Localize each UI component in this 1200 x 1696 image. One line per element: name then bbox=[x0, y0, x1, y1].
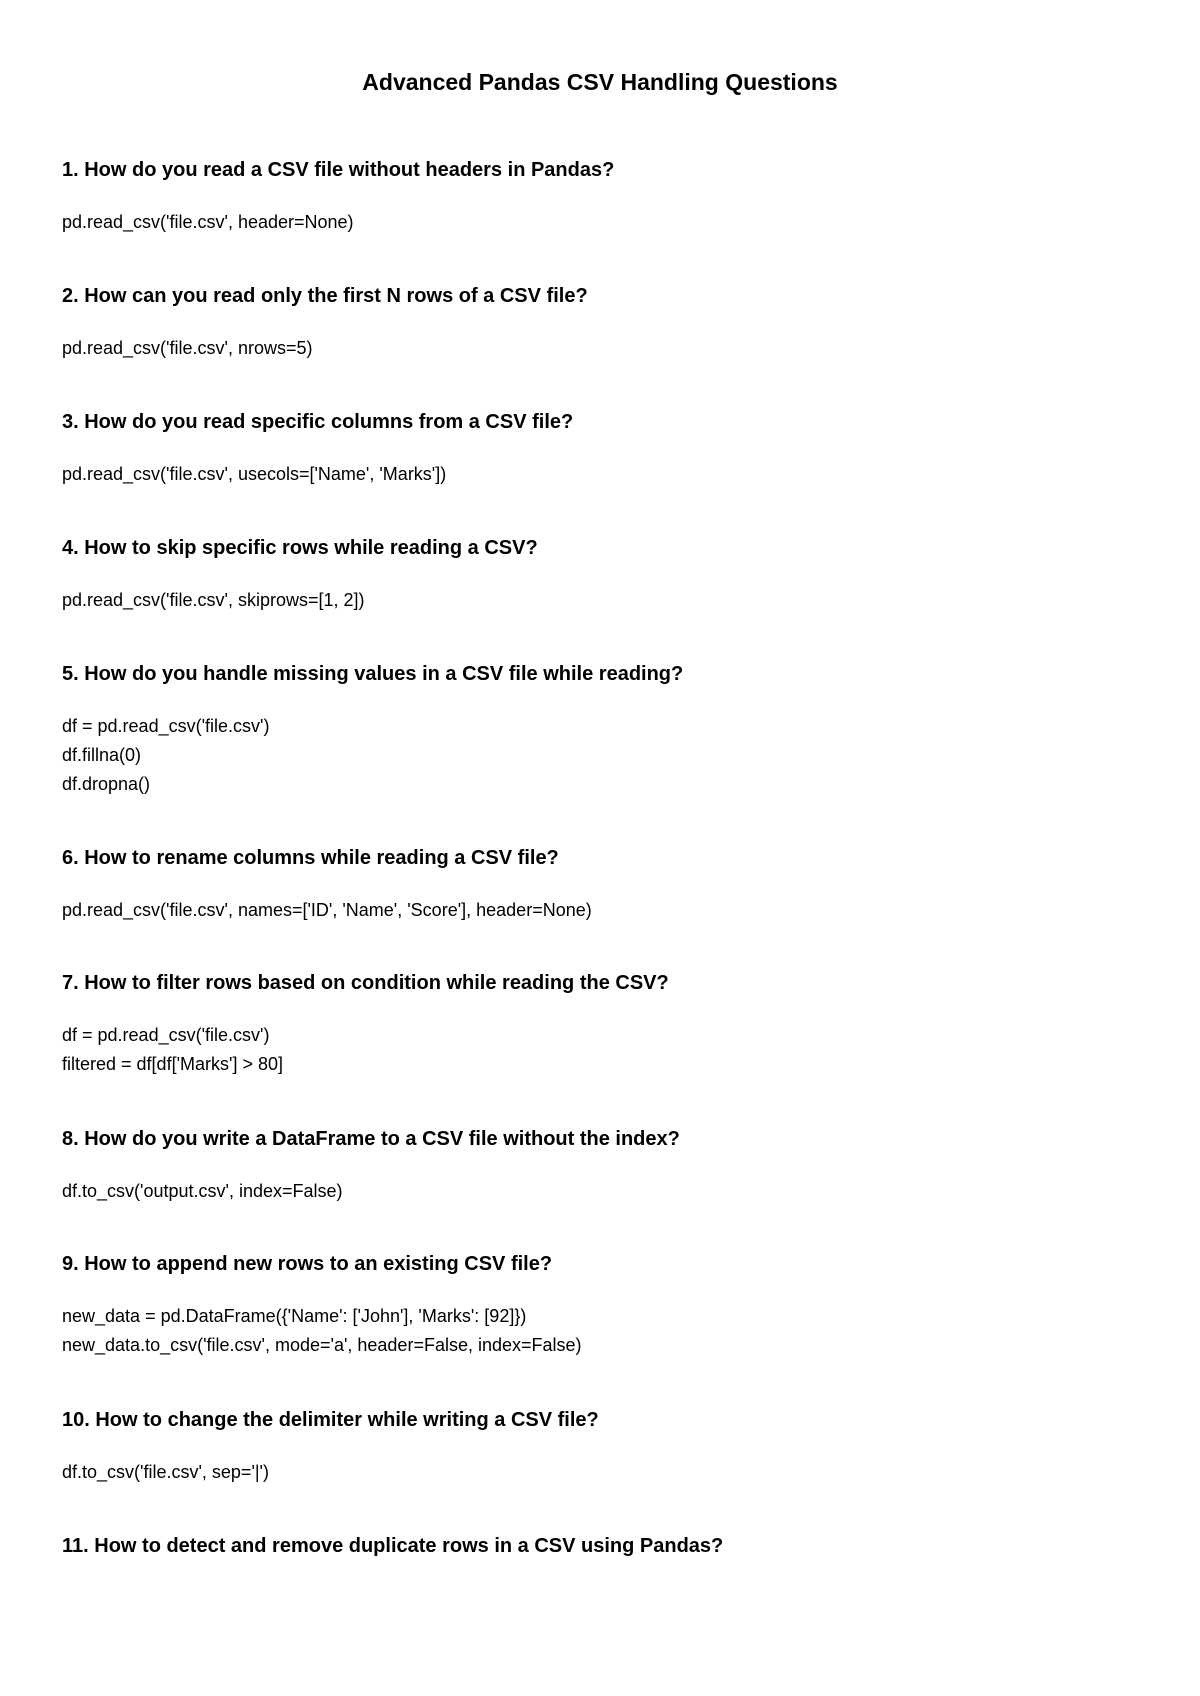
code-line: new_data = pd.DataFrame({'Name': ['John'], 'Marks': [92]}) bbox=[62, 1306, 527, 1326]
question-block-10 bbox=[62, 1407, 1142, 1487]
question-4: 4. How to skip specific rows while reading a CSV? bbox=[62, 537, 538, 559]
code-line: df.to_csv('file.csv', sep='|') bbox=[62, 1462, 269, 1482]
question-block-5 bbox=[62, 661, 1142, 799]
answer-code-9 bbox=[62, 1302, 1142, 1360]
code-line: pd.read_csv('file.csv', skiprows=[1, 2]) bbox=[62, 590, 365, 610]
code-line: pd.read_csv('file.csv', header=None) bbox=[62, 212, 354, 232]
question-7: 7. How to filter rows based on condition while reading the CSV? bbox=[62, 972, 669, 994]
code-line: df.to_csv('output.csv', index=False) bbox=[62, 1181, 343, 1201]
question-11: 11. How to detect and remove duplicate rows in a CSV using Pandas? bbox=[62, 1535, 724, 1557]
answer-code-10 bbox=[62, 1458, 1142, 1487]
document-title: Advanced Pandas CSV Handling Questions bbox=[362, 69, 838, 95]
question-8: 8. How do you write a DataFrame to a CSV file without the index? bbox=[62, 1128, 680, 1150]
code-line: filtered = df[df['Marks'] > 80] bbox=[62, 1054, 283, 1074]
code-line: df.dropna() bbox=[62, 774, 151, 794]
answer-code-5 bbox=[62, 712, 1142, 799]
code-line: df = pd.read_csv('file.csv') bbox=[62, 1025, 270, 1045]
answer-code-4 bbox=[62, 586, 1142, 615]
question-block-6 bbox=[62, 845, 1142, 925]
code-line: pd.read_csv('file.csv', usecols=['Name', 'Marks']) bbox=[62, 464, 447, 484]
code-line: df = pd.read_csv('file.csv') bbox=[62, 716, 270, 736]
answer-code-2 bbox=[62, 334, 1142, 363]
question-block-2 bbox=[62, 283, 1142, 363]
answer-code-8 bbox=[62, 1177, 1142, 1206]
code-line: pd.read_csv('file.csv', names=['ID', 'Name', 'Score'], header=None) bbox=[62, 900, 592, 920]
code-line: df.fillna(0) bbox=[62, 745, 142, 765]
question-6: 6. How to rename columns while reading a CSV file? bbox=[62, 847, 559, 869]
question-9: 9. How to append new rows to an existing CSV file? bbox=[62, 1253, 553, 1275]
question-block-7 bbox=[62, 970, 1142, 1079]
question-block-8 bbox=[62, 1126, 1142, 1206]
answer-code-6 bbox=[62, 896, 1142, 925]
question-block-11 bbox=[62, 1533, 1142, 1559]
answer-code-1 bbox=[62, 208, 1142, 237]
question-block-9 bbox=[62, 1251, 1142, 1360]
question-5: 5. How do you handle missing values in a CSV file while reading? bbox=[62, 663, 684, 685]
question-block-1 bbox=[62, 157, 1142, 237]
question-3: 3. How do you read specific columns from a CSV file? bbox=[62, 411, 574, 433]
question-block-3 bbox=[62, 409, 1142, 489]
question-block-4 bbox=[62, 535, 1142, 615]
answer-code-7 bbox=[62, 1021, 1142, 1079]
question-1: 1. How do you read a CSV file without headers in Pandas? bbox=[62, 159, 615, 181]
question-2: 2. How can you read only the first N rows of a CSV file? bbox=[62, 285, 588, 307]
question-10: 10. How to change the delimiter while writing a CSV file? bbox=[62, 1409, 599, 1431]
code-line: new_data.to_csv('file.csv', mode='a', header=False, index=False) bbox=[62, 1335, 582, 1355]
code-line: pd.read_csv('file.csv', nrows=5) bbox=[62, 338, 313, 358]
answer-code-3 bbox=[62, 460, 1142, 489]
